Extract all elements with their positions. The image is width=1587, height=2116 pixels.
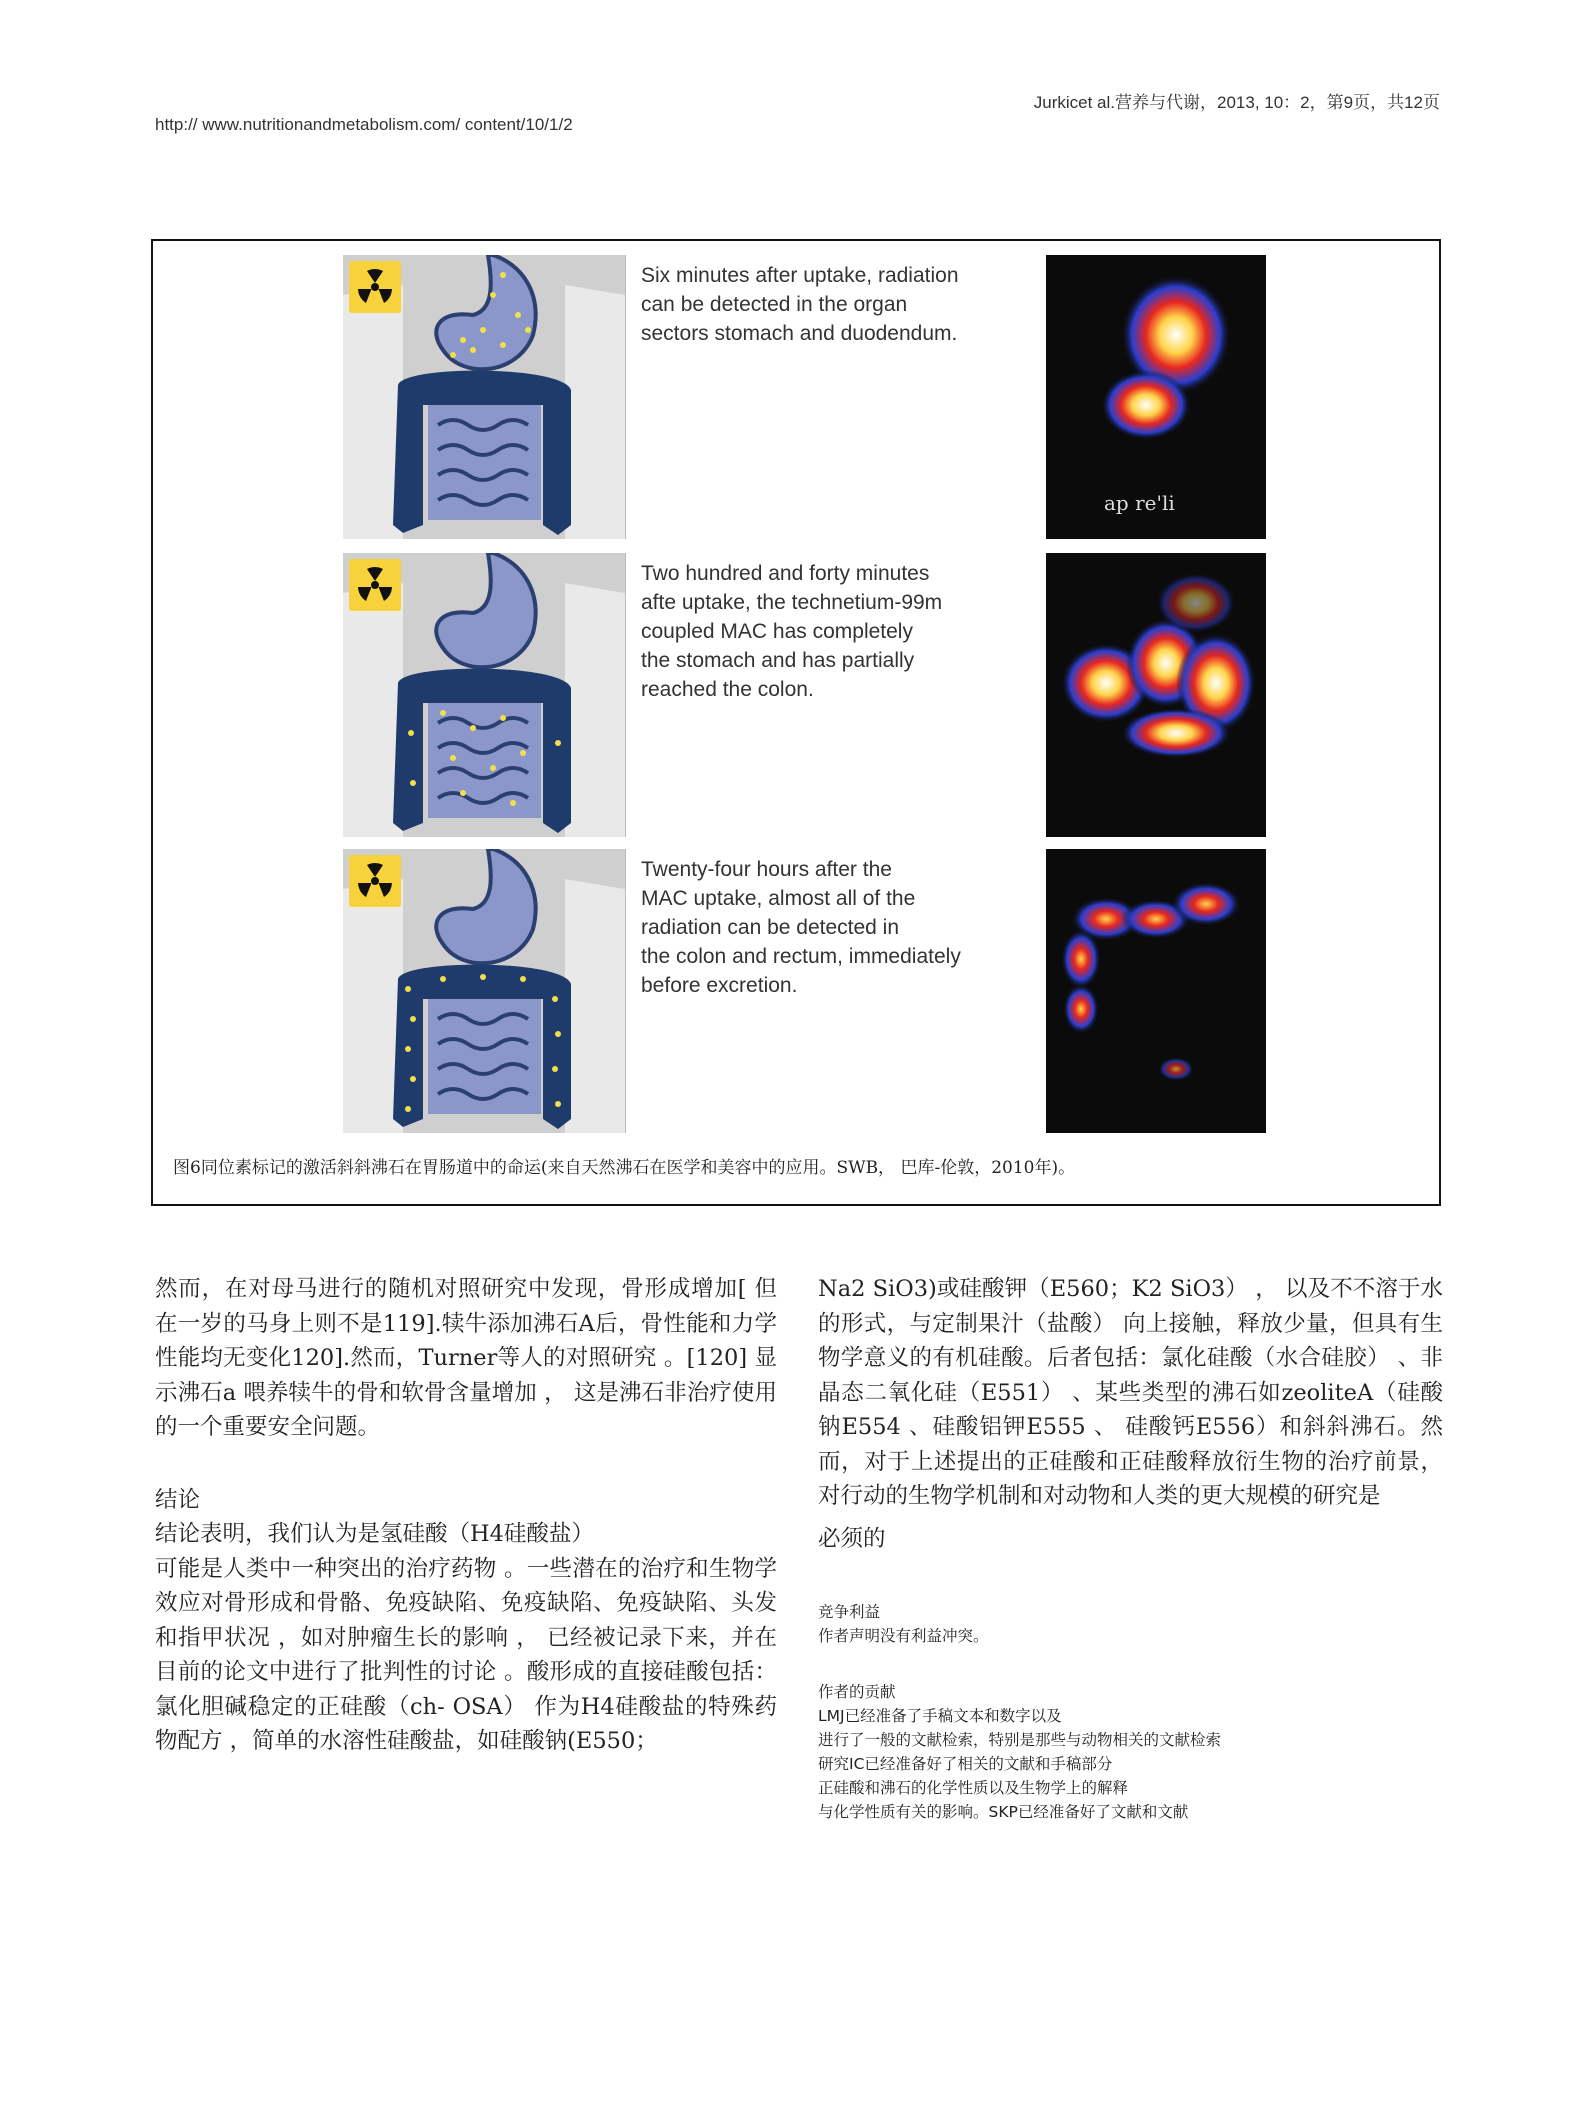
contrib-line: 研究IC已经准备好了相关的文献和手稿部分 [818,1755,1113,1773]
section-title-contributions: 作者的贡献 [818,1683,896,1701]
gi-tract-illustration [343,849,626,1133]
scintigraphy-image-3 [1046,849,1266,1133]
competing-text: 作者声明没有利益冲突。 [818,1627,989,1645]
figure-6 [151,239,1441,1206]
gi-tract-illustration [343,255,626,539]
scintigraphy-image-2 [1046,553,1266,837]
author-contributions [818,1680,1443,1824]
paragraph: Na2 SiO3)或硅酸钾（E560；K2 SiO3） ， 以及不不溶于水的形式，与定制果汁（盐酸） 向上接触，释放少量，但具有生物学意义的有机硅酸。后者包括：氯化硅酸（水合硅胶） 、非晶态二氧化硅（E551） 、某些类型的沸石如zeoliteA（硅酸钠E554 、硅酸铝钾E555 、 硅酸钙E556）和斜斜沸石。然而，对于上述提出的正硅酸和正硅酸释放衍生物的治疗前景，对行动的生物学机制和对动物和人类的更大规模的研究是 [818,1276,1443,1509]
contrib-line: 正硅酸和沸石的化学性质以及生物学上的解释 [818,1779,1129,1797]
paragraph: 可能是人类中一种突出的治疗药物 。一些潜在的治疗和生物学效应对骨形成和骨骼、免疫缺陷、免疫缺陷、免疫缺陷、头发和指甲状况 ，如对肿瘤生长的影响 ， 已经被记录下来，并在目前的论文中进行了批判性的讨论 。酸形成的直接硅酸包括： 氯化胆碱稳定的正硅酸（ch- OSA） 作为H4硅酸盐的特殊药物配方 ，简单的水溶性硅酸盐，如硅酸钠(E550； [155,1555,777,1754]
scintigraphy-image-1 [1046,255,1266,539]
right-column [818,1272,1443,1824]
radiation-icon [349,559,401,611]
radiation-icon [349,855,401,907]
header-citation: Jurkicet al.营养与代谢，2013, 10：2，第9页，共12页 [1033,93,1440,112]
radiation-icon [349,261,401,313]
left-column [155,1272,777,1759]
paragraph-line: 必须的 [818,1525,886,1552]
figure-row-3-text: Twenty-four hours after the MAC uptake, almost all of the radiation can be detected in the colon and rectum, immediately before excretion. [641,858,961,997]
section-title-competing: 竞争利益 [818,1603,881,1621]
competing-interests [818,1600,1443,1648]
figure-row-2-text: Two hundred and forty minutes afte uptake, the technetium-99m coupled MAC has completely the stomach and has partially reached the colon. [641,562,943,701]
header-url: http:// www.nutritionandmetabolism.com/ content/10/1/2 [155,115,573,134]
paragraph-line: 结论表明，我们认为是氢硅酸（H4硅酸盐） [155,1521,594,1547]
contrib-line: 进行了一般的文献检索，特别是那些与动物相关的文献检索 [818,1731,1222,1749]
figure-row-2 [343,553,1258,837]
section-title-conclusion: 结论 [155,1486,201,1513]
paragraph: 然而，在对母马进行的随机对照研究中发现，骨形成增加[ 但在一岁的马身上则不是119].犊牛添加沸石A后，骨性能和力学性能均无变化120].然而，Turner等人的对照研究 。[120] 显示沸石a 喂养犊牛的骨和软骨含量增加 ， 这是沸石非治疗使用的一个重要安全问题。 [155,1276,777,1440]
figure-row-1-text: Six minutes after uptake, radiation can be detected in the organ sectors stomach and duodendum. [641,264,959,345]
figure-row-1 [343,255,1258,539]
scan-label: ap re'li [1104,491,1175,515]
gi-tract-illustration [343,553,626,837]
contrib-line: 与化学性质有关的影响。SKP已经准备好了文献和文献 [818,1803,1189,1821]
figure-caption: 图6同位素标记的激活斜斜沸石在胃肠道中的命运(来自天然沸石在医学和美容中的应用。SWB， 巴库-伦敦，2010年)。 [173,1158,1076,1178]
contrib-line: LMJ已经准备了手稿文本和数字以及 [818,1707,1062,1725]
figure-row-3 [343,849,1258,1133]
